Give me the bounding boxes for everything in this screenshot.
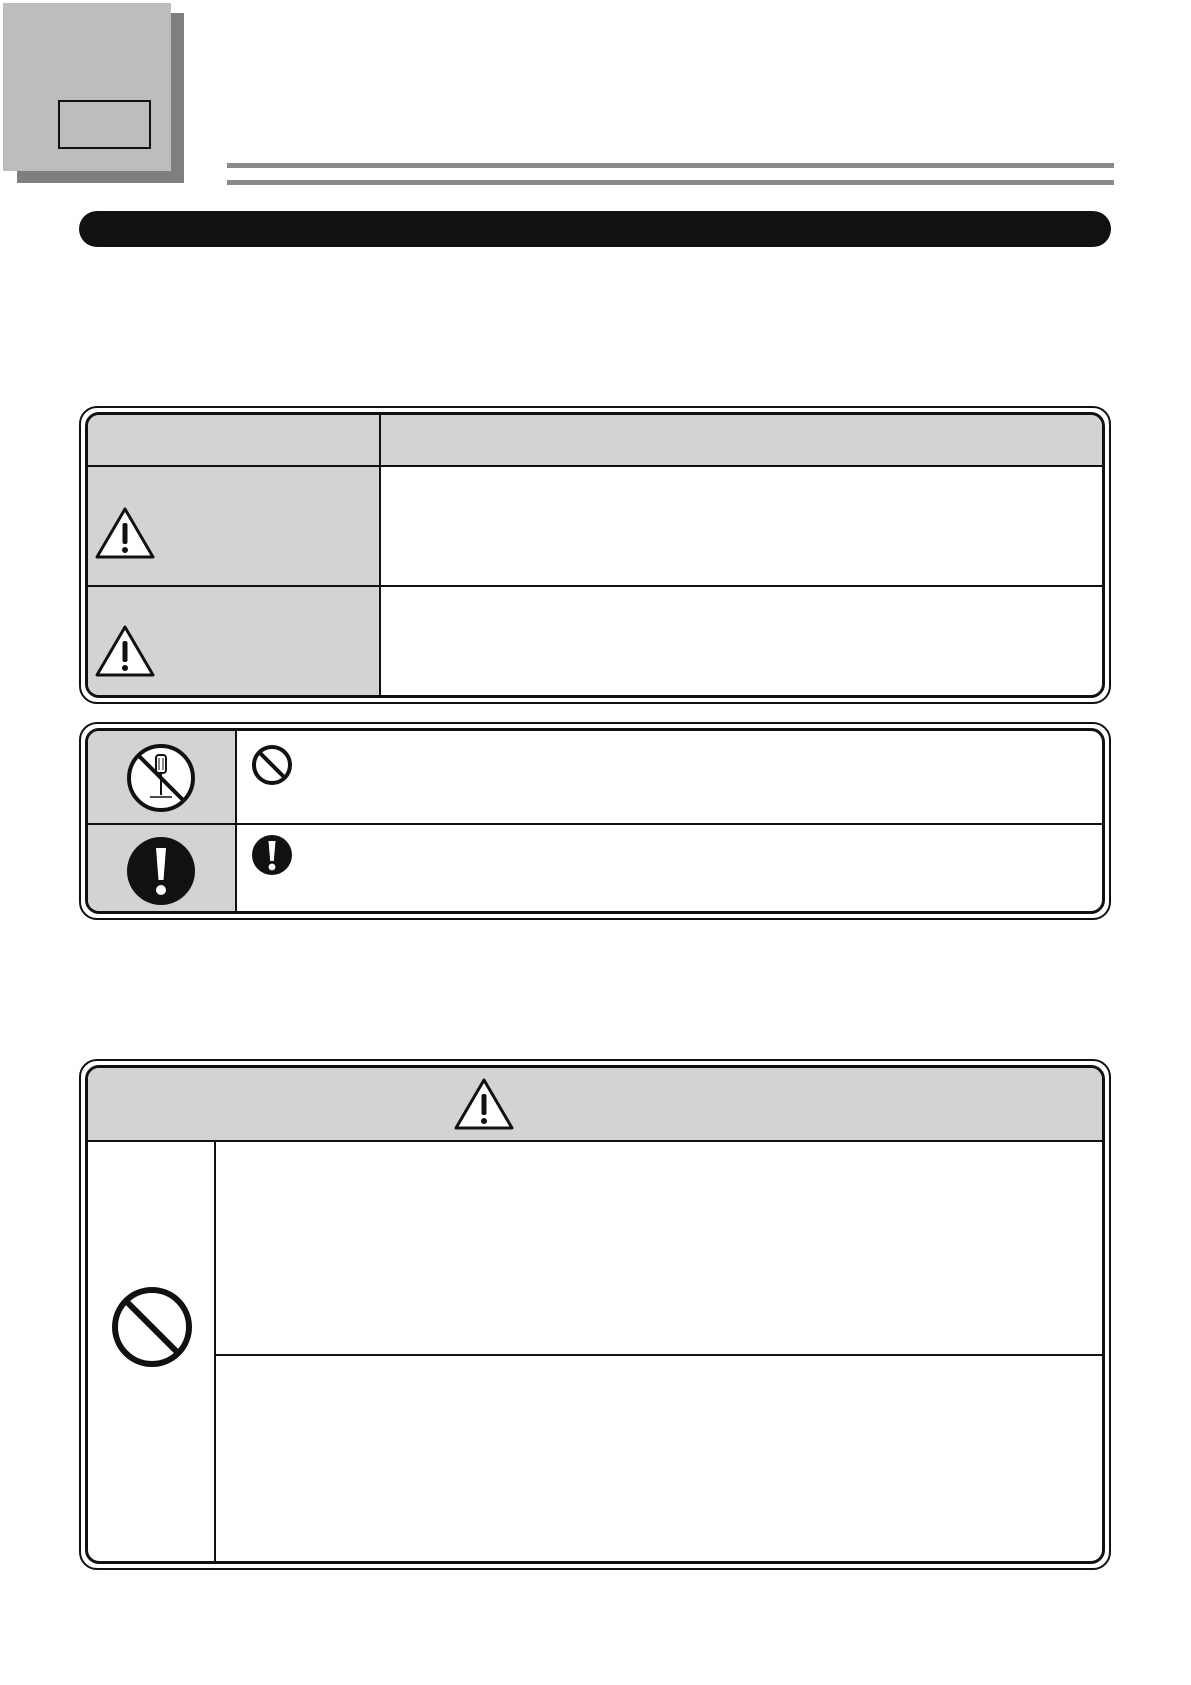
warning-triangle-icon [453,1077,515,1131]
table-row-description-cell [381,467,1102,585]
table-row-signal-cell [88,587,379,698]
header-rule-bottom [227,180,1114,185]
header-tab-box [58,100,151,149]
divider [379,415,381,695]
section-banner [79,211,1111,247]
table-row-symbol-cell [88,825,235,914]
table-row-symbol-cell [88,731,235,823]
warning-item [216,1356,1102,1561]
warning-triangle-icon [94,506,156,560]
signal-table [79,406,1111,704]
symbol-table [79,722,1111,920]
table-row-signal-cell [88,467,379,585]
mandatory-icon [251,834,293,876]
signal-table-header [88,415,1102,465]
prohibited-icon [110,1285,194,1369]
header-tab [3,3,171,171]
warning-panel-symbol-cell [88,1142,214,1561]
divider [235,731,237,911]
warning-panel-header [88,1068,1102,1140]
mandatory-action-icon [126,836,196,906]
no-disassembly-icon [126,743,196,813]
warning-panel [79,1059,1111,1570]
prohibited-icon [251,744,293,786]
table-row-description-cell [237,825,1102,914]
header-rule-top [227,163,1114,168]
table-row-description-cell [381,587,1102,698]
table-row-description-cell [237,731,1102,823]
warning-triangle-icon [94,624,156,678]
warning-item [216,1142,1102,1354]
